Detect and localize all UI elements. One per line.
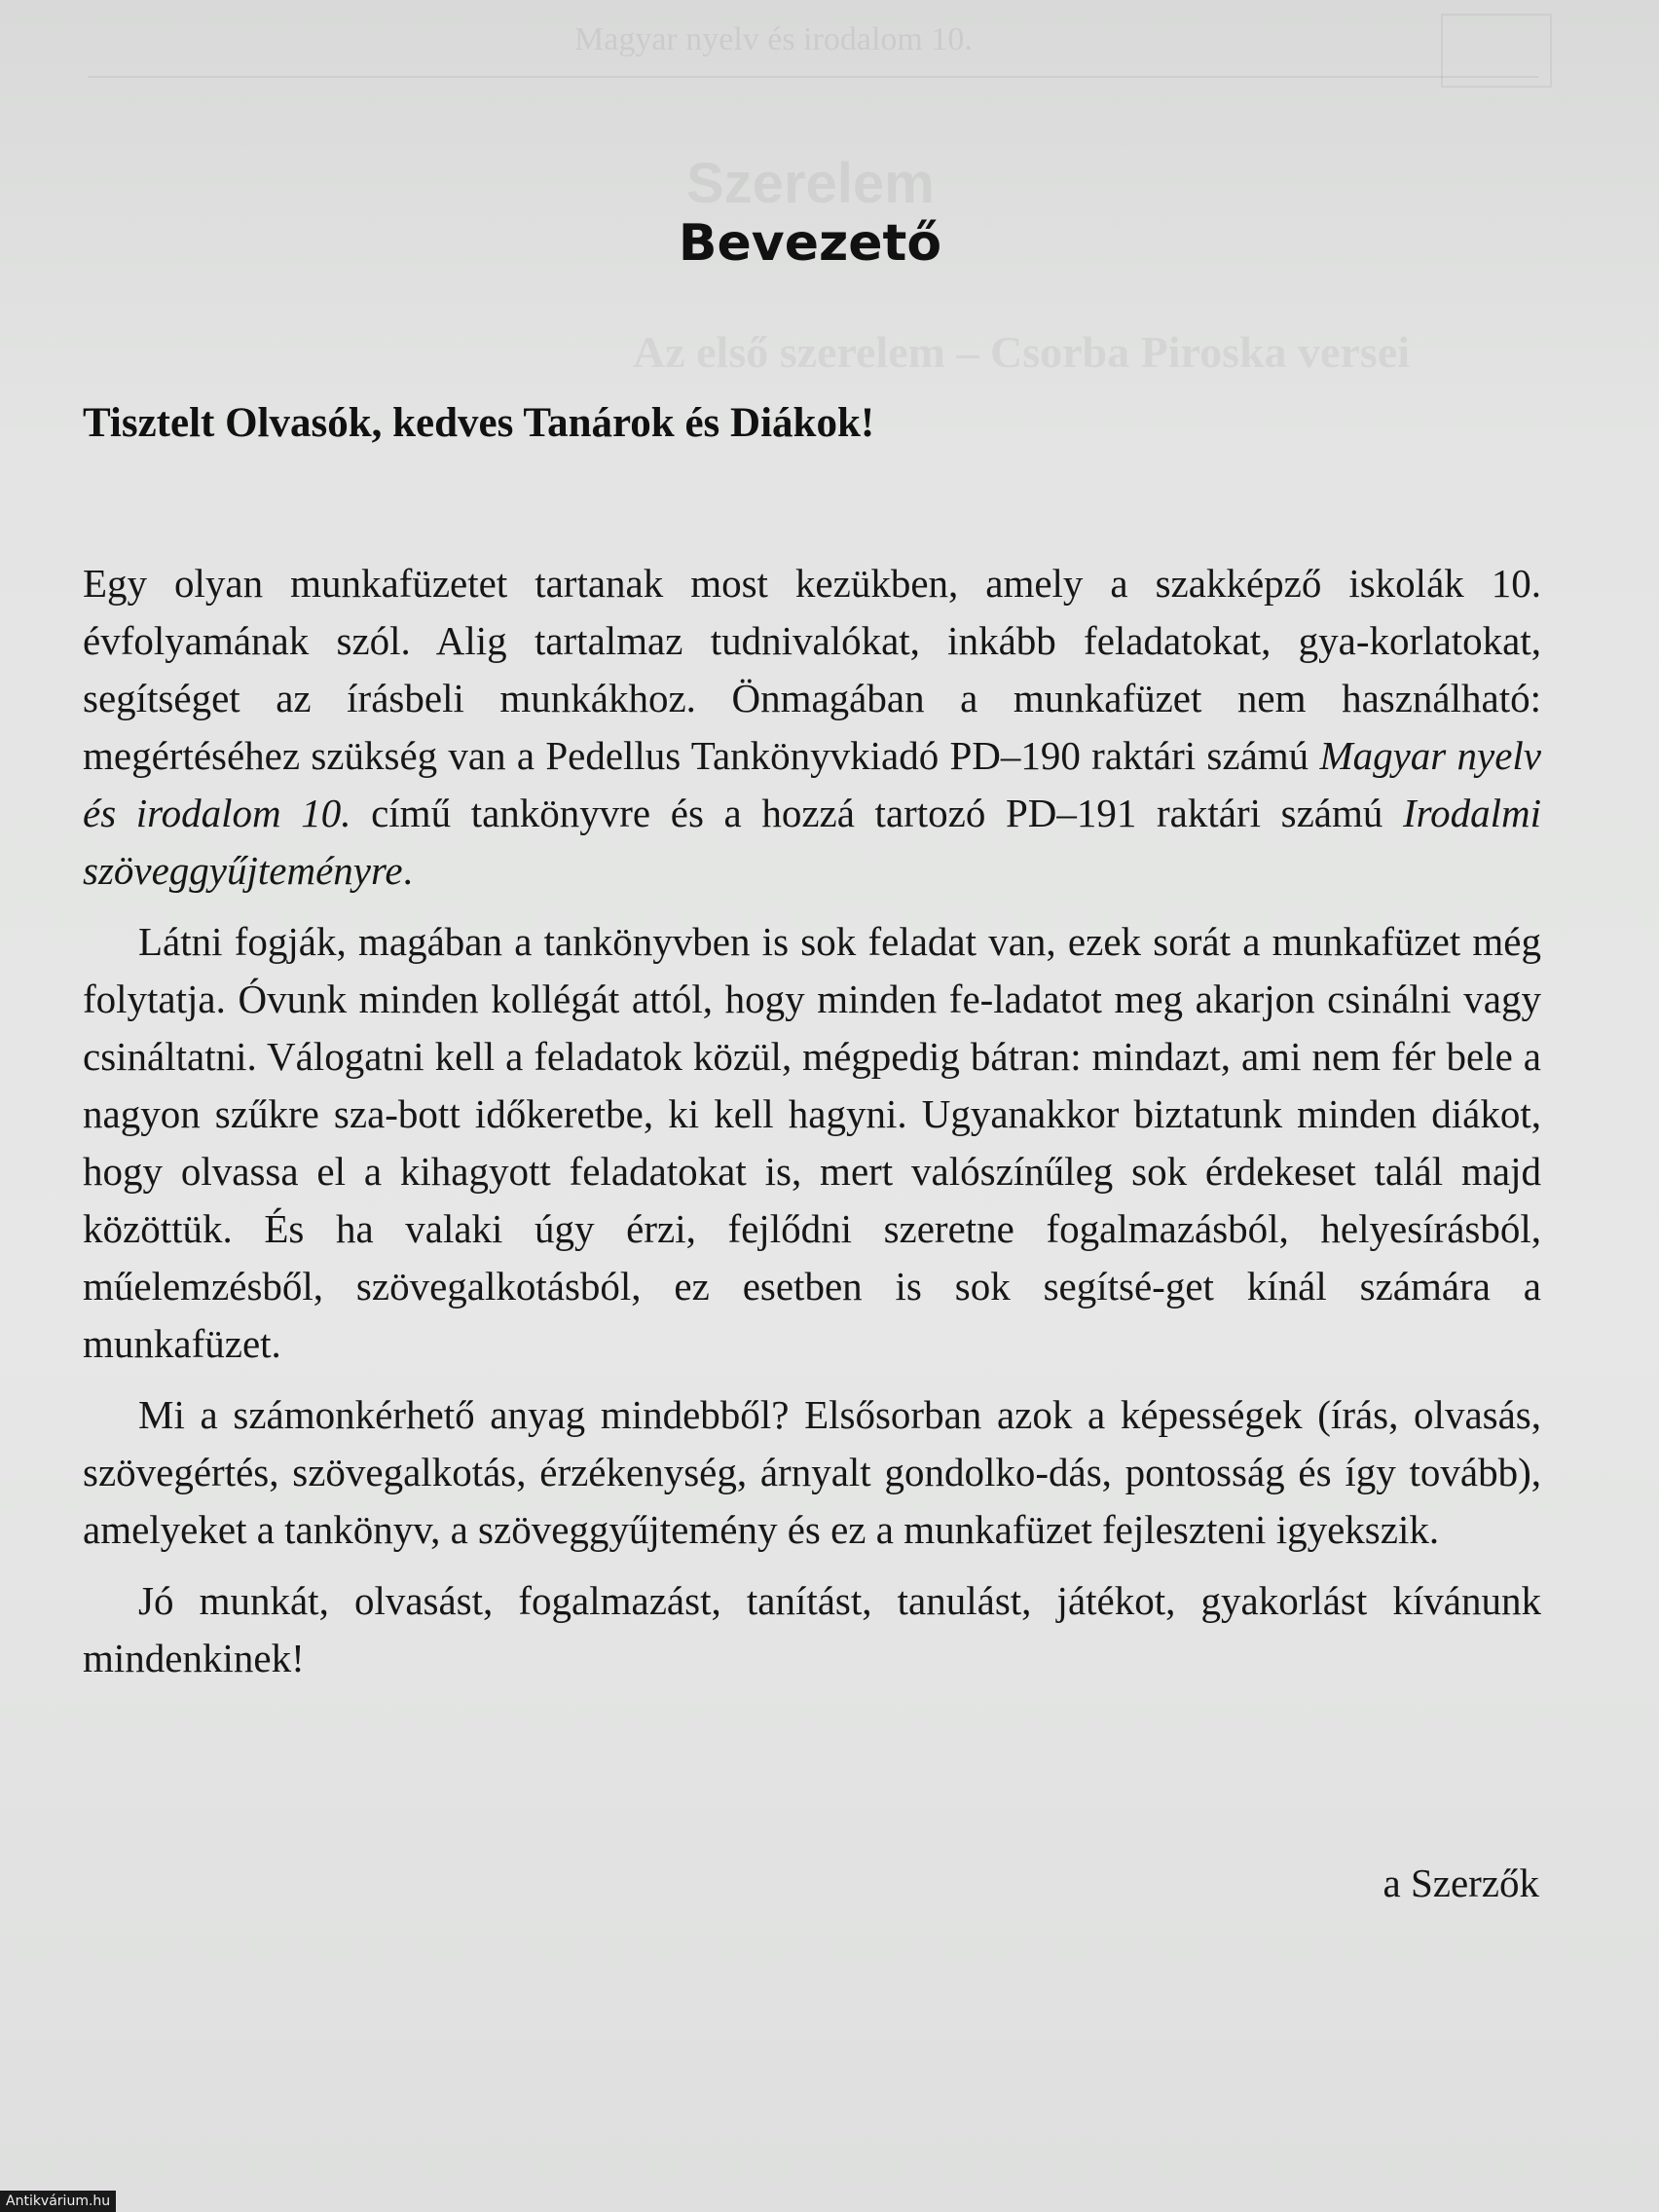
signature: a Szerzők	[1382, 1861, 1539, 1905]
paragraph-1-part-3: .	[402, 848, 413, 893]
book-title-anthology: Irodalmi szöveggyűjteményre	[83, 791, 1541, 893]
show-through-running-header: Magyar nyelv és irodalom 10.	[574, 21, 973, 57]
paragraph-2: Látni fogják, magában a tankönyvben is sok feladat van, ezek sorát a munkafüzet még folytatja. Óvunk minden kollégát attól, hogy minden fe-ladatot meg akarjon csinálni vagy csináltatni. Válogatni kell a feladatok közül, mégpedig bátran: mindazt, ami nem fér bele a nagyon szűkre sza-bott időkeretbe, ki kell hagyni. Ugyanakkor biztatunk minden diákot, hogy olvassa el a kihagyott feladatokat is, mert valószínűleg sok érdekeset talál majd közöttük. És ha valaki úgy érzi, fejlődni szeretne fogalmazásból, helyesírásból, műelemzésből, szövegalkotásból, ez esetben is sok segítsé-get kínál számára a munkafüzet.	[83, 919, 1541, 1366]
book-title-textbook: Magyar nyelv és irodalom 10.	[83, 733, 1541, 835]
show-through-chapter-word: Szerelem	[686, 152, 935, 215]
body-text	[83, 555, 1541, 1701]
watermark: Antikvárium.hu	[0, 2191, 116, 2212]
paragraph-1-part-1: Egy olyan munkafüzetet tartanak most kezükben, amely a szakképző iskolák 10. évfolyamának szól. Alig tartalmaz tudnivalókat, inkább feladatokat, gya-korlatokat, segítséget az írásbeli munkákhoz. Önmagában a munkafüzet nem használható: megértéséhez szükség van a Pedellus Tankönyvkiadó PD–190 raktári számú	[83, 561, 1541, 778]
show-through-corner-box	[1441, 14, 1552, 88]
page-title: Bevezető	[678, 214, 942, 273]
paragraph-1-part-2: című tankönyvre és a hozzá tartozó PD–191 raktári számú	[350, 791, 1403, 835]
show-through-section-heading: Az első szerelem – Csorba Piroska versei	[633, 327, 1410, 377]
salutation: Tisztelt Olvasók, kedves Tanárok és Diákok!	[83, 400, 875, 446]
paragraph-1	[83, 555, 1541, 900]
show-through-header-rule	[88, 76, 1538, 78]
paragraph-3: Mi a számonkérhető anyag mindebből? Elsősorban azok a képességek (írás, olvasás, szövegértés, szövegalkotás, érzékenység, árnyalt gondolko-dás, pontosság és így tovább), amelyeket a tankönyv, a szöveggyűjtemény és ez a munkafüzet fejleszteni igyekszik.	[83, 1392, 1541, 1552]
paragraph-4: Jó munkát, olvasást, fogalmazást, tanítást, tanulást, játékot, gyakorlást kívánunk mindenkinek!	[83, 1578, 1541, 1680]
